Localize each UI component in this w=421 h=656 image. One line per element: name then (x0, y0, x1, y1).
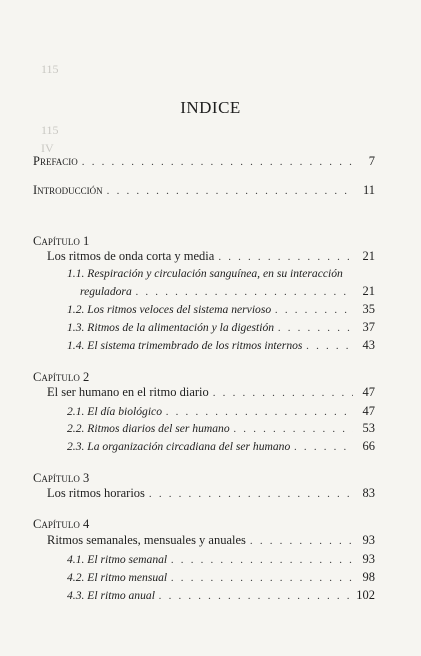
toc-entry-page: 83 (362, 486, 375, 500)
toc-entry-page: 11 (362, 183, 375, 197)
chapter-heading: Capítulo 1 (33, 234, 90, 248)
bleed-through-text: 115 (41, 123, 59, 137)
toc-entry-prefacio[interactable] (33, 154, 375, 169)
toc-section-entry[interactable] (67, 302, 375, 317)
chapter-heading: Capítulo 3 (33, 471, 90, 485)
toc-entry-page: 21 (362, 284, 375, 298)
toc-entry-introduccion[interactable] (33, 183, 375, 198)
toc-section-entry[interactable] (67, 421, 375, 436)
toc-entry-page: 66 (362, 439, 375, 453)
toc-entry-label: 1.3. Ritmos de la alimentación y la digestión (67, 321, 275, 334)
toc-entry-label: Introducción (33, 183, 103, 197)
leader-dots (294, 441, 353, 453)
toc-section-entry[interactable] (67, 338, 375, 353)
chapter-heading: Capítulo 4 (33, 517, 90, 531)
toc-entry-label: 1.2. Los ritmos veloces del sistema nervioso (67, 303, 272, 316)
toc-entry-page: 98 (362, 570, 375, 584)
bleed-through-text: IV (41, 141, 54, 155)
toc-entry-label: 4.2. El ritmo mensual (67, 571, 168, 584)
toc-entry-label: El ser humano en el ritmo diario (47, 385, 209, 399)
leader-dots (278, 322, 353, 334)
toc-entry-label: 2.2. Ritmos diarios del ser humano (67, 422, 230, 435)
toc-chapter-entry[interactable] (47, 533, 375, 548)
leader-dots (171, 554, 353, 566)
leader-dots (306, 340, 353, 352)
leader-dots (159, 590, 352, 602)
leader-dots (171, 572, 353, 584)
toc-entry-page: 93 (362, 533, 375, 547)
leader-dots (275, 304, 353, 316)
toc-entry-page: 21 (362, 249, 375, 263)
toc-entry-label: Los ritmos de onda corta y media (47, 249, 215, 263)
page-title: INDICE (180, 98, 241, 117)
toc-entry-page: 7 (368, 154, 375, 168)
leader-dots (234, 423, 353, 435)
leader-dots (218, 251, 353, 263)
toc-entry-label: Prefacio (33, 154, 78, 168)
toc-entry-page: 47 (362, 385, 375, 399)
toc-section-entry[interactable] (67, 588, 375, 603)
toc-entry-label: 2.3. La organización circadiana del ser humano (67, 440, 291, 453)
chapter-heading: Capítulo 2 (33, 370, 90, 384)
toc-entry-page: 43 (362, 338, 375, 352)
toc-entry-label: Los ritmos horarios (47, 486, 145, 500)
toc-entry-label: 4.3. El ritmo anual (67, 589, 155, 602)
toc-entry-page: 102 (356, 588, 375, 602)
toc-section-entry[interactable] (67, 439, 375, 454)
toc-section-entry[interactable] (67, 404, 375, 419)
toc-chapter-entry[interactable] (47, 249, 375, 264)
leader-dots (213, 387, 353, 399)
leader-dots (149, 488, 353, 500)
toc-section-entry[interactable] (67, 552, 375, 567)
toc-entry-label: 2.1. El día biológico (67, 405, 162, 418)
leader-dots (250, 535, 353, 547)
toc-entry-page: 37 (362, 320, 375, 334)
toc-chapter-entry[interactable] (47, 486, 375, 501)
toc-entry-page: 53 (362, 421, 375, 435)
toc-entry-page: 35 (362, 302, 375, 316)
toc-chapter-entry[interactable] (47, 385, 375, 400)
toc-section-entry[interactable] (67, 320, 375, 335)
leader-dots (166, 406, 353, 418)
leader-dots (82, 156, 353, 168)
toc-entry-label: 4.1. El ritmo semanal (67, 553, 168, 566)
toc-entry-page: 93 (362, 552, 375, 566)
toc-entry-label: 1.4. El sistema trimembrado de los ritmos internos (67, 339, 303, 352)
toc-section-entry[interactable] (80, 284, 375, 299)
toc-section-entry[interactable] (67, 570, 375, 585)
leader-dots (107, 185, 353, 197)
toc-section-entry-line1[interactable]: 1.1. Respiración y circulación sanguínea, en su interacción (67, 267, 343, 280)
toc-entry-page: 47 (362, 404, 375, 418)
toc-entry-label: reguladora (80, 285, 132, 298)
bleed-through-text: 115 (41, 62, 59, 76)
toc-entry-label: Ritmos semanales, mensuales y anuales (47, 533, 246, 547)
leader-dots (136, 286, 353, 298)
